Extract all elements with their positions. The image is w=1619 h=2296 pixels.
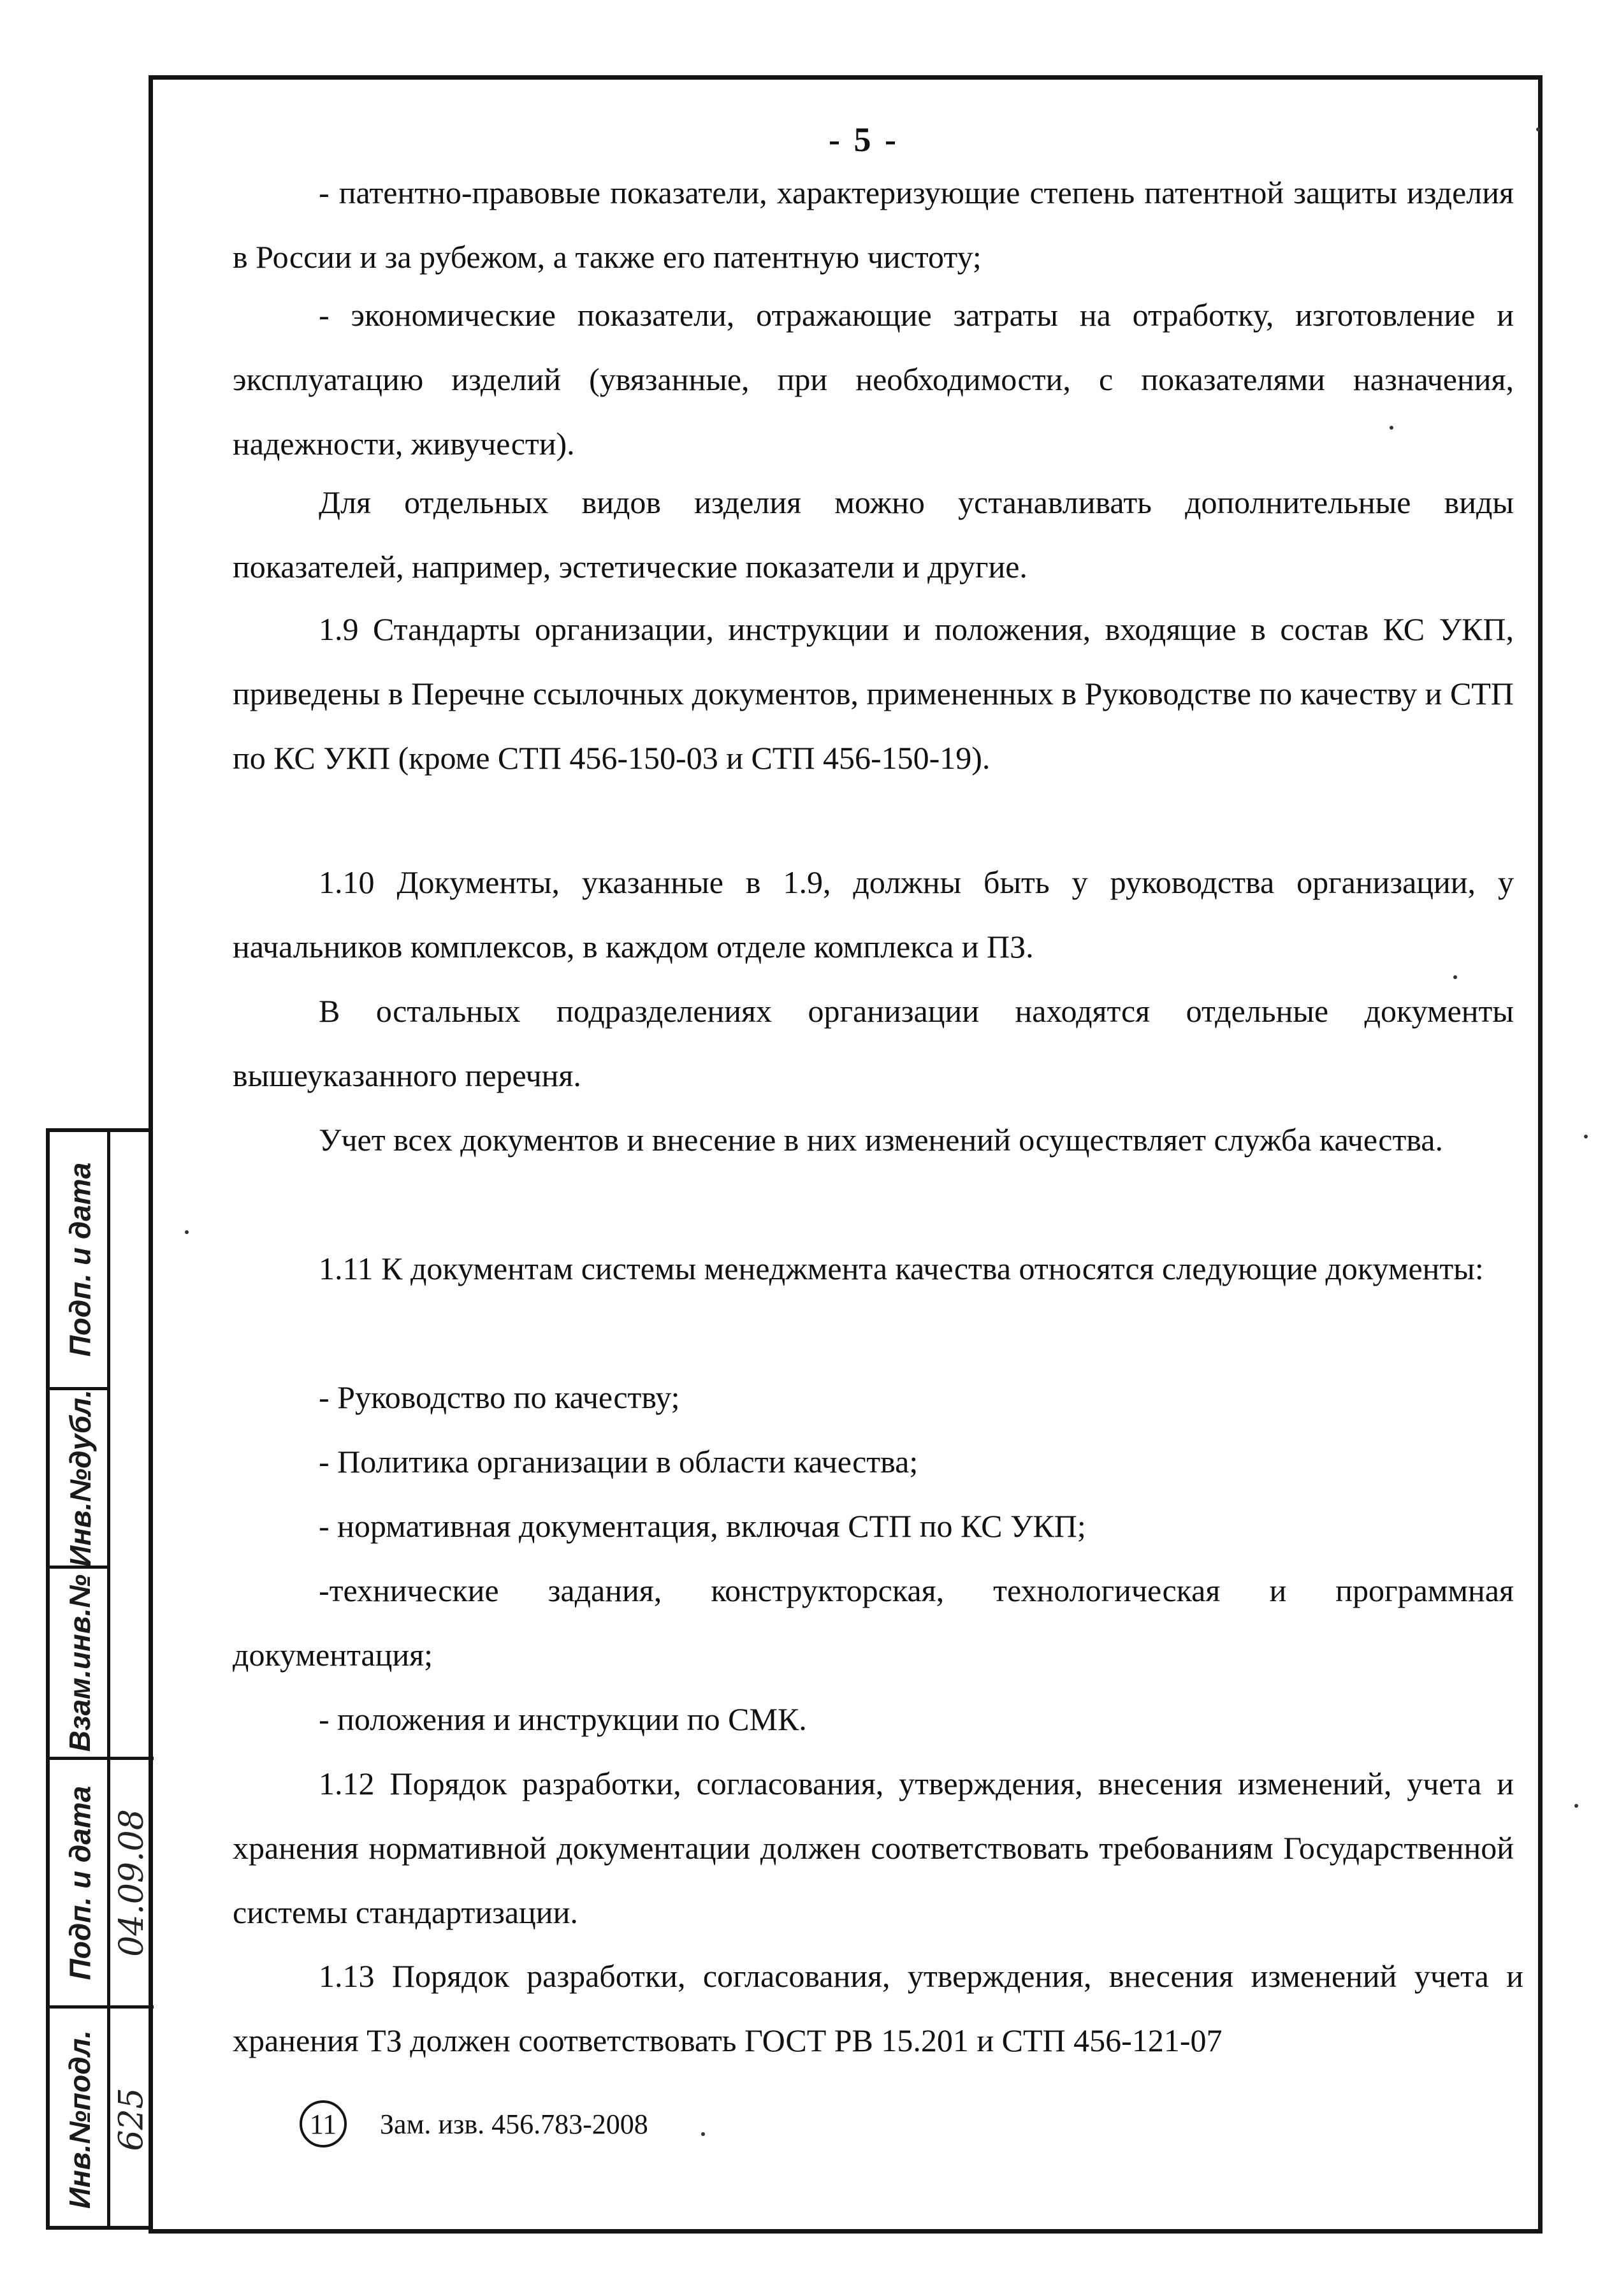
stamp-label-sign-date-2: Подп. и дата — [50, 1757, 110, 2005]
stamp-inventory-value: 625 — [110, 2005, 154, 2230]
list-item-text: - Руководство по качеству; — [319, 1379, 680, 1415]
paragraph-text: 1.9 Стандарты организации, инструкции и положения, входящие в состав КС УКП, приведены в Перечне ссылочных документов, примененных в Руководстве по качеству и СТП по КС УКП (кроме СТП 456-150-03 и СТП 456-150-19). — [233, 611, 1514, 776]
page-number: - 5 - — [829, 120, 899, 159]
paragraph-text: - патентно-правовые показатели, характеризующие степень патентной защиты изделия в России и за рубежом, а также его патентную чистоту; — [233, 175, 1514, 275]
paragraph — [233, 597, 1514, 790]
list-item — [233, 1687, 1514, 1752]
paragraph-text: 1.11 К документам системы менеджмента качества относятся следующие документы: — [319, 1251, 1484, 1286]
paragraph — [233, 161, 1514, 289]
paragraph — [233, 1237, 1514, 1301]
list-item-text: -технические задания, конструкторская, технологическая и программная документация; — [233, 1573, 1514, 1673]
paragraph — [233, 470, 1514, 599]
paragraph-text: 1.12 Порядок разработки, согласования, утверждения, внесения изменений, учета и хранения нормативной документации должен соответствовать требованиям Государственной системы стандартизации. — [233, 1766, 1514, 1930]
paragraph-text: Учет всех документов и внесение в них изменений осуществляет служба качества. — [319, 1122, 1443, 1158]
paragraph-text: - экономические показатели, отражающие затраты на отработку, изготовление и эксплуатацию изделий (увязанные, при необходимости, с показателями назначения, надежности, живучести). — [233, 297, 1514, 461]
list-item — [233, 1559, 1514, 1687]
list-item — [233, 1430, 1514, 1494]
paragraph — [233, 979, 1514, 1108]
change-number-badge: 11 — [300, 2100, 347, 2147]
paragraph — [233, 1752, 1514, 1945]
stamp-label-orig-inv: Инв.№подл. — [50, 2005, 110, 2230]
list-item-text: - положения и инструкции по СМК. — [319, 1701, 807, 1737]
change-note — [300, 2100, 648, 2147]
paragraph-text: 1.13 Порядок разработки, согласования, утверждения, внесения изменений учета и хранения ТЗ должен соответствовать ГОСТ РВ 15.201 и СТП 456-121-07 — [233, 1958, 1523, 2058]
paragraph — [233, 283, 1514, 476]
list-item-text: - нормативная документация, включая СТП по КС УКП; — [319, 1508, 1086, 1544]
stamp-date-value: 04.09.08 — [110, 1757, 154, 2005]
stamp-label-dup-inv: Инв.№дубл. — [50, 1387, 110, 1566]
paragraph-text: Для отдельных видов изделия можно устанавливать дополнительные виды показателей, например, эстетические показатели и другие. — [233, 484, 1514, 585]
stamp-label-replace-inv: Взам.инв.№ — [50, 1566, 110, 1757]
change-note-text: Зам. изв. 456.783-2008 — [380, 2108, 648, 2140]
list-item — [233, 1365, 1514, 1430]
paragraph — [233, 1944, 1523, 2073]
side-stamp — [46, 1128, 153, 2230]
list-item — [233, 1494, 1514, 1559]
paragraph-text: В остальных подразделениях организации находятся отдельные документы вышеуказанного перечня. — [233, 993, 1514, 1093]
paragraph-text: 1.10 Документы, указанные в 1.9, должны быть у руководства организации, у начальников комплексов, в каждом отделе комплекса и ПЗ. — [233, 864, 1514, 964]
paragraph — [233, 1108, 1514, 1172]
paragraph — [233, 850, 1514, 979]
list-item-text: - Политика организации в области качества; — [319, 1444, 918, 1479]
stamp-label-sign-date: Подп. и дата — [63, 1162, 97, 1357]
